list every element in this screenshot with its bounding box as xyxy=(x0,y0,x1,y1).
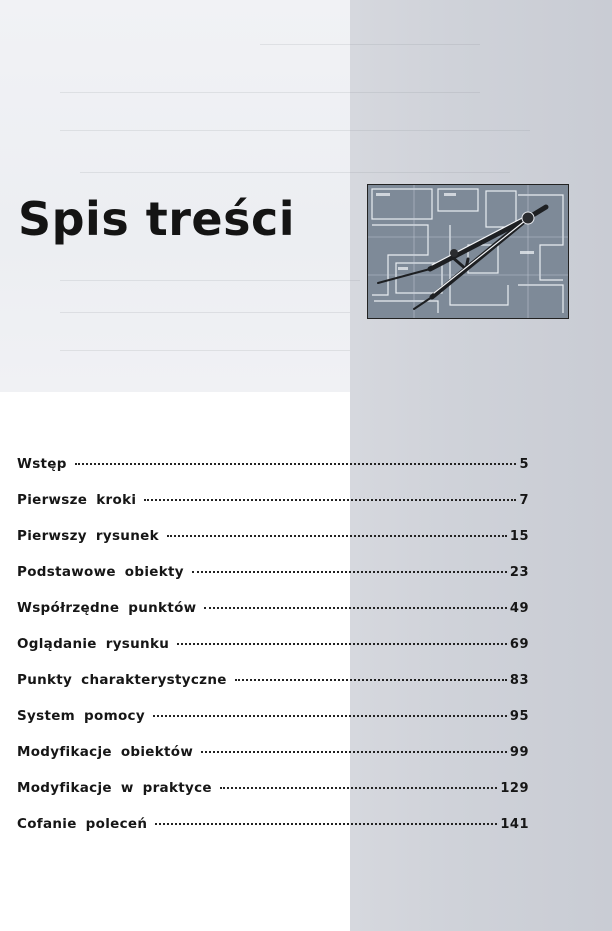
toc-entry-page: 99 xyxy=(509,745,529,760)
toc-entry[interactable] xyxy=(17,739,529,775)
table-of-contents xyxy=(17,451,529,847)
toc-entry-page: 83 xyxy=(509,673,529,688)
toc-entry-title: System pomocy xyxy=(17,708,145,724)
toc-entry-page: 69 xyxy=(509,637,529,652)
toc-entry-page: 49 xyxy=(509,601,529,616)
toc-entry-page: 141 xyxy=(500,817,529,832)
toc-entry[interactable] xyxy=(17,775,529,811)
toc-entry-page: 5 xyxy=(519,457,529,472)
page-title: Spis treści xyxy=(18,192,296,246)
toc-entry-title: Cofanie poleceń xyxy=(17,816,148,832)
dot-leader xyxy=(75,463,517,465)
toc-entry-title: Modyfikacje obiektów xyxy=(17,744,194,760)
toc-entry-page: 129 xyxy=(500,781,529,796)
toc-entry-title: Współrzędne punktów xyxy=(17,600,197,616)
toc-entry[interactable] xyxy=(17,811,529,847)
dot-leader xyxy=(201,751,507,753)
toc-entry-title: Pierwszy rysunek xyxy=(17,528,159,544)
dot-leader xyxy=(204,607,506,609)
toc-entry-title: Podstawowe obiekty xyxy=(17,564,184,580)
toc-entry[interactable] xyxy=(17,595,529,631)
toc-entry[interactable] xyxy=(17,559,529,595)
toc-entry-title: Oglądanie rysunku xyxy=(17,636,170,652)
toc-entry[interactable] xyxy=(17,667,529,703)
dot-leader xyxy=(192,571,507,573)
toc-entry-page: 95 xyxy=(509,709,529,724)
toc-entry[interactable] xyxy=(17,703,529,739)
dot-leader xyxy=(155,823,497,825)
dot-leader xyxy=(177,643,507,645)
dot-leader xyxy=(144,499,516,501)
toc-entry-page: 23 xyxy=(509,565,529,580)
toc-entry-title: Modyfikacje w praktyce xyxy=(17,780,212,796)
toc-entry[interactable] xyxy=(17,523,529,559)
toc-entry-page: 15 xyxy=(509,529,529,544)
toc-entry[interactable] xyxy=(17,487,529,523)
dot-leader xyxy=(153,715,507,717)
dot-leader xyxy=(235,679,507,681)
toc-entry-page: 7 xyxy=(519,493,529,508)
dot-leader xyxy=(167,535,507,537)
toc-entry-title: Punkty charakterystyczne xyxy=(17,672,227,688)
toc-entry-title: Pierwsze kroki xyxy=(17,492,137,508)
toc-entry[interactable] xyxy=(17,451,529,487)
drafting-compass-icon xyxy=(367,184,569,319)
toc-entry[interactable] xyxy=(17,631,529,667)
toc-entry-title: Wstęp xyxy=(17,456,67,472)
dot-leader xyxy=(220,787,498,789)
